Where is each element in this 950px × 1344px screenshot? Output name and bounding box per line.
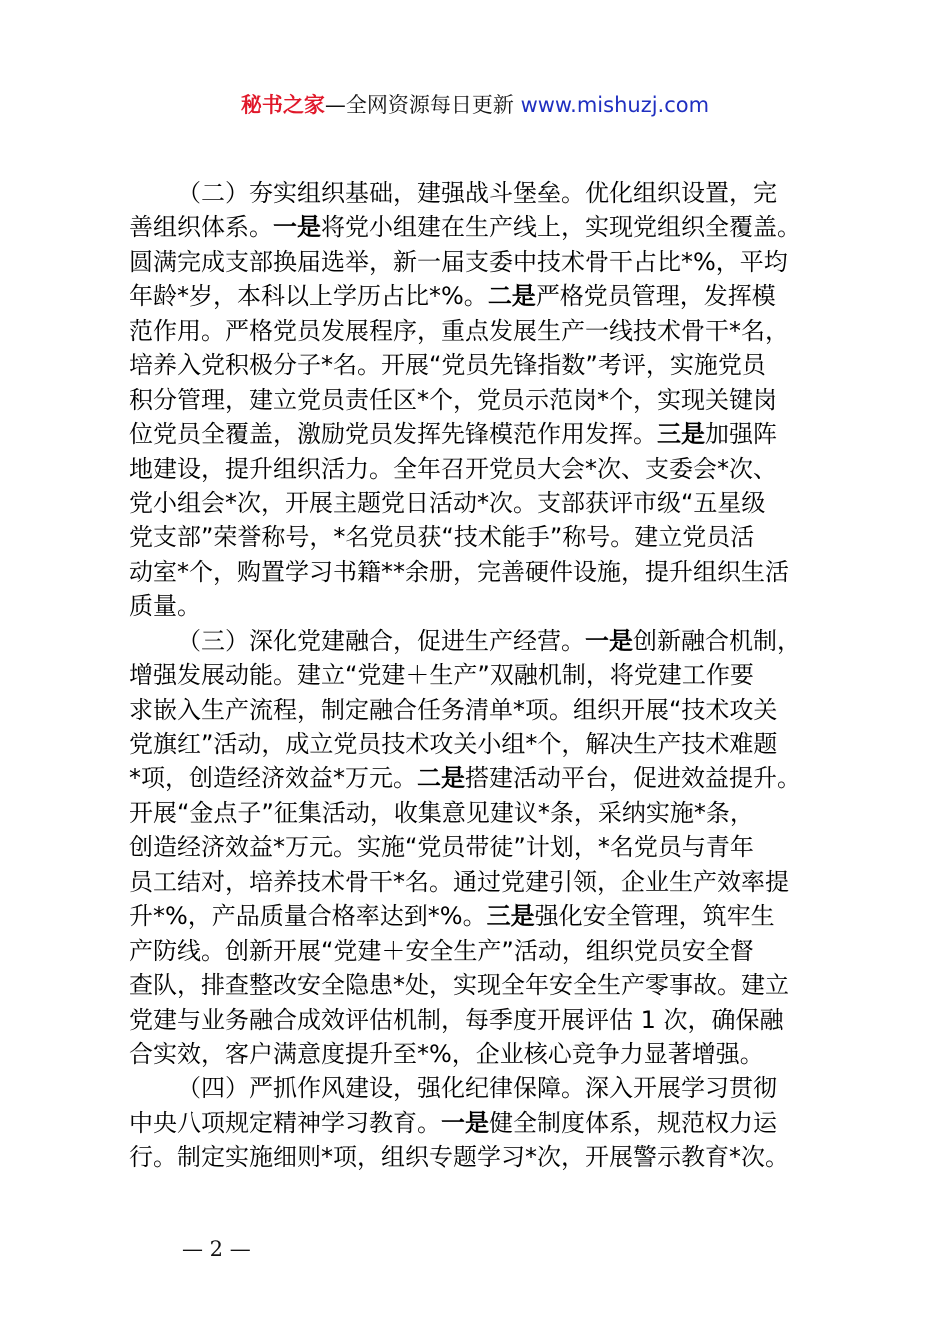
bold-keyword: 一是 xyxy=(441,1108,489,1137)
text-run: 位党员全覆盖，激励党员发挥先锋模范作用发挥。 xyxy=(129,420,657,449)
body-line xyxy=(129,968,829,1002)
body-line xyxy=(129,624,829,658)
text-run: 求嵌入生产流程，制定融合任务清单*项。组织开展“技术攻关 xyxy=(129,695,778,724)
body-line xyxy=(129,176,829,210)
body-line xyxy=(129,417,829,451)
text-run: 中央八项规定精神学习教育。 xyxy=(129,1108,441,1137)
text-run: 将党小组建在生产线上，实现党组织全覆盖。 xyxy=(321,213,801,242)
site-tagline: —全网资源每日更新 xyxy=(324,93,521,117)
body-line xyxy=(129,899,829,933)
body-line xyxy=(129,210,829,244)
body-line xyxy=(129,830,829,864)
body-line xyxy=(129,796,829,830)
site-header xyxy=(0,88,950,122)
text-run: 动室*个，购置学习书籍**余册，完善硬件设施，提升组织生活 xyxy=(129,557,789,586)
text-run: 产防线。创新开展“党建＋安全生产”活动，组织党员安全督 xyxy=(129,936,754,965)
text-run: 严格党员管理，发挥模 xyxy=(535,282,776,311)
body-line xyxy=(129,761,829,795)
text-run: （三）深化党建融合，促进生产经营。 xyxy=(177,626,585,655)
bold-keyword: 三是 xyxy=(486,902,535,931)
body-line xyxy=(129,383,829,417)
body-line xyxy=(129,452,829,486)
body-line xyxy=(129,589,829,623)
text-run: 积分管理，建立党员责任区*个，党员示范岗*个，实现关键岗 xyxy=(129,385,777,414)
text-run: 质量。 xyxy=(129,592,201,621)
text-run: 党建与业务融合成效评估机制，每季度开展评估 1 次，确保融 xyxy=(129,1005,784,1034)
text-run: 党支部”荣誉称号，*名党员获“技术能手”称号。建立党员活 xyxy=(129,523,755,552)
text-run: *项，创造经济效益*万元。 xyxy=(129,764,417,793)
text-run: 培养入党积极分子*名。开展“党员先锋指数”考评，实施党员 xyxy=(129,351,766,380)
text-run: 健全制度体系，规范权力运 xyxy=(489,1108,777,1137)
text-run: 善组织体系。 xyxy=(129,213,273,242)
bold-keyword: 二是 xyxy=(487,282,536,311)
body-line xyxy=(129,658,829,692)
text-run: （四）严抓作风建设，强化纪律保障。深入开展学习贯彻 xyxy=(177,1074,777,1103)
text-run: 升*%，产品质量合格率达到*%。 xyxy=(129,902,487,931)
body-line xyxy=(129,486,829,520)
text-run: 范作用。严格党员发展程序，重点发展生产一线技术骨干*名， xyxy=(129,316,789,345)
body-line xyxy=(129,279,829,313)
body-line xyxy=(129,314,829,348)
site-brand: 秘书之家 xyxy=(240,93,325,117)
text-run: 开展“金点子”征集活动，收集意见建议*条，采纳实施*条， xyxy=(129,798,754,827)
document-body xyxy=(129,176,829,1175)
body-line xyxy=(129,865,829,899)
body-line xyxy=(129,1003,829,1037)
text-run: 合实效，客户满意度提升至*%，企业核心竞争力显著增强。 xyxy=(129,1039,764,1068)
text-run: 党旗红”活动，成立党员技术攻关小组*个，解决生产技术难题 xyxy=(129,730,778,758)
body-line xyxy=(129,348,829,382)
text-run: 地建设，提升组织活力。全年召开党员大会*次、支委会*次、 xyxy=(129,454,777,483)
body-line xyxy=(129,1037,829,1071)
text-run: 行。制定实施细则*项，组织专题学习*次，开展警示教育*次。 xyxy=(129,1143,789,1172)
text-run: 查队，排查整改安全隐患*处，实现全年安全生产零事故。建立 xyxy=(129,971,789,1000)
text-run: （二）夯实组织基础，建强战斗堡垒。优化组织设置，完 xyxy=(177,179,777,207)
text-run: 创新融合机制， xyxy=(633,626,801,655)
text-run: 搭建活动平台，促进效益提升。 xyxy=(465,764,801,793)
text-run: 加强阵 xyxy=(705,420,777,449)
body-line xyxy=(129,520,829,554)
body-line xyxy=(129,1140,829,1174)
body-line xyxy=(129,555,829,589)
bold-keyword: 一是 xyxy=(273,213,321,242)
text-run: 员工结对，培养技术骨干*名。通过党建引领，企业生产效率提 xyxy=(129,867,789,896)
bold-keyword: 二是 xyxy=(417,764,465,793)
text-run: 增强发展动能。建立“党建＋生产”双融机制，将党建工作要 xyxy=(129,661,754,690)
text-run: 年龄*岁，本科以上学历占比*%。 xyxy=(129,282,488,311)
site-url-link[interactable]: www.mishuzj.com xyxy=(520,93,710,117)
body-line xyxy=(129,1106,829,1140)
body-line xyxy=(129,727,829,761)
body-line xyxy=(129,693,829,727)
text-run: 强化安全管理，筑牢生 xyxy=(534,902,775,931)
body-line xyxy=(129,1071,829,1105)
page-number: — 2 — xyxy=(182,1237,251,1261)
body-line xyxy=(129,934,829,968)
body-line xyxy=(129,245,829,279)
bold-keyword: 一是 xyxy=(585,626,633,655)
text-run: 圆满完成支部换届选举，新一届支委中技术骨干占比*%，平均 xyxy=(129,247,788,276)
bold-keyword: 三是 xyxy=(657,420,705,449)
text-run: 党小组会*次，开展主题党日活动*次。支部获评市级“五星级 xyxy=(129,488,766,517)
text-run: 创造经济效益*万元。实施“党员带徒”计划，*名党员与青年 xyxy=(129,833,754,862)
